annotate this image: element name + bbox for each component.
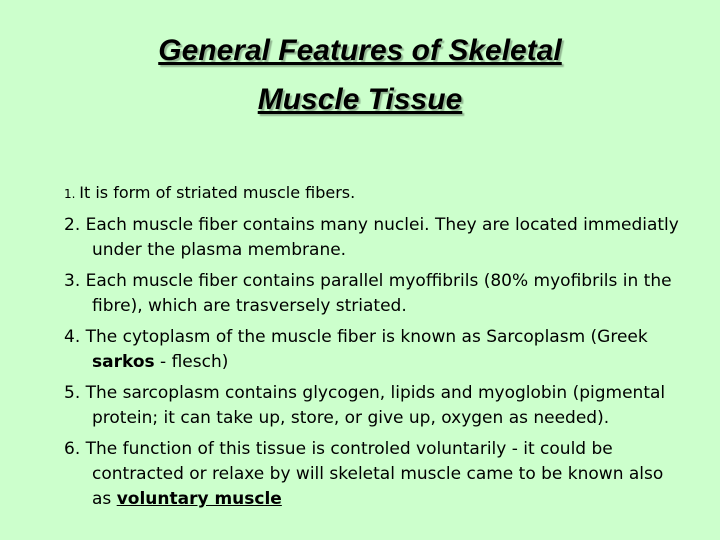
item-number: 3. [64, 271, 86, 291]
item-number: 6. [64, 439, 86, 459]
item-text: Each muscle fiber contains parallel myoffibrils (80% myofibrils in the fibre), which are trasversely striated. [85, 271, 672, 316]
slide-title-line-1: General Features of Skeletal [158, 34, 562, 67]
item-number: 2. [64, 215, 86, 235]
item-number: 4. [64, 327, 86, 347]
item-text-before: The cytoplasm of the muscle fiber is known as Sarcoplasm (Greek [85, 327, 648, 347]
feature-list [64, 180, 684, 518]
list-item [64, 381, 684, 431]
slide-title [0, 26, 720, 124]
item-text: Each muscle fiber contains many nuclei. They are located immediatly under the plasma membrane. [85, 215, 679, 260]
item-bold-term: sarkos [92, 352, 155, 372]
item-number: 1. [64, 187, 80, 201]
item-underlined-term: voluntary muscle [116, 489, 282, 509]
item-text: It is form of striated muscle fibers. [79, 183, 356, 202]
item-text: The sarcoplasm contains glycogen, lipids and myoglobin (pigmental protein; it can take up, store, or give up, oxygen as needed). [85, 383, 666, 428]
slide-title-line-2: Muscle Tissue [257, 83, 463, 116]
list-item [64, 213, 684, 263]
list-item [64, 180, 684, 207]
list-item [64, 437, 684, 512]
item-text-after: - flesch) [154, 352, 229, 372]
list-item [64, 269, 684, 319]
item-text-before: The function of this tissue is controled voluntarily - it could be contracted or relaxe by will skeletal muscle came to be known also as [85, 439, 664, 509]
list-item [64, 325, 684, 375]
item-number: 5. [64, 383, 86, 403]
